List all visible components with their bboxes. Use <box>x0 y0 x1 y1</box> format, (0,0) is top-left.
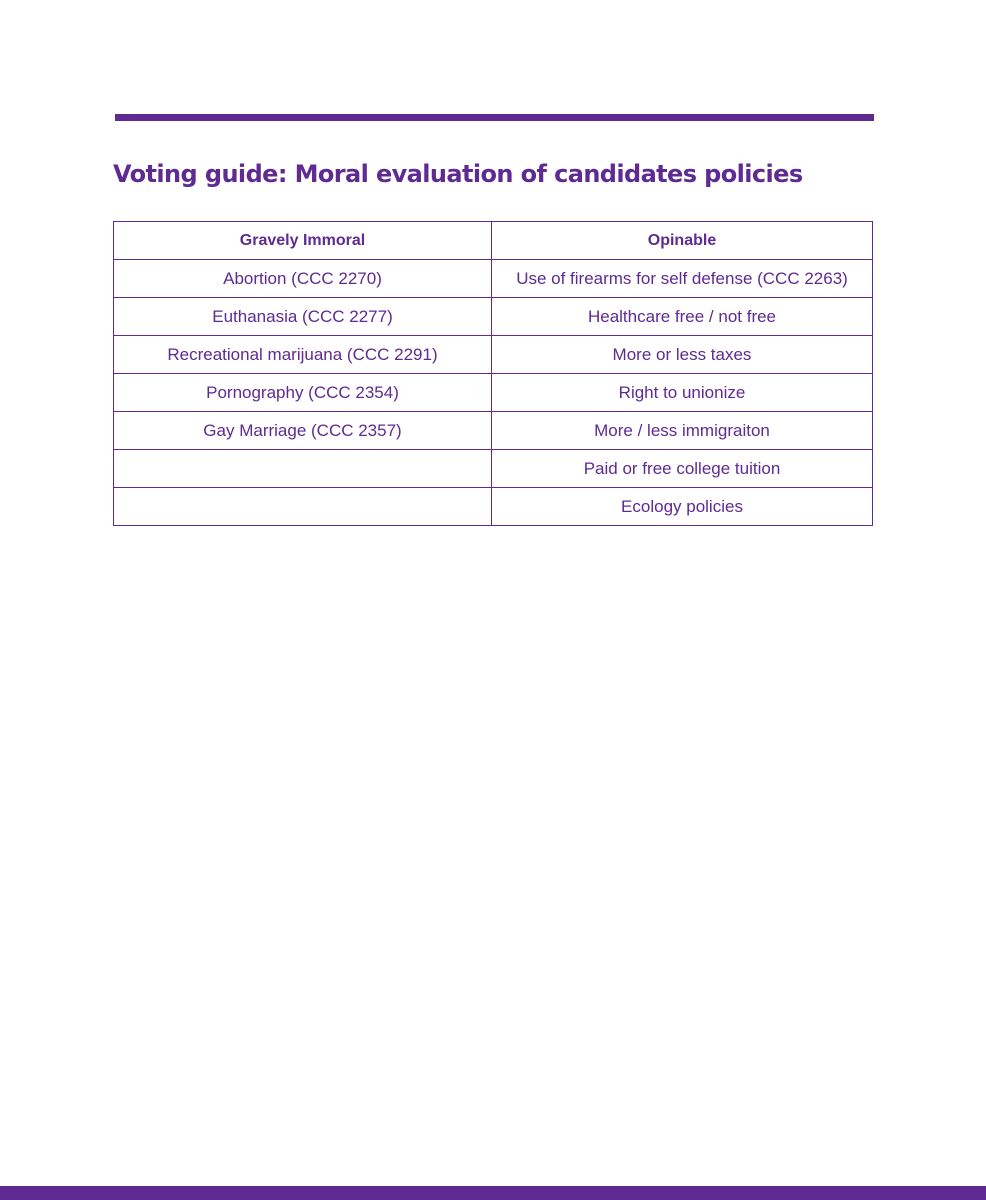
gravely-immoral-cell <box>114 450 492 488</box>
gravely-immoral-cell: Pornography (CCC 2354) <box>114 374 492 412</box>
table-row <box>114 260 873 298</box>
opinable-cell: Use of firearms for self defense (CCC 2263) <box>492 260 873 298</box>
gravely-immoral-cell: Euthanasia (CCC 2277) <box>114 298 492 336</box>
page-title: Voting guide: Moral evaluation of candidates policies <box>113 160 803 188</box>
gravely-immoral-cell: Abortion (CCC 2270) <box>114 260 492 298</box>
table-row <box>114 450 873 488</box>
column-header-opinable: Opinable <box>492 222 873 260</box>
gravely-immoral-cell: Recreational marijuana (CCC 2291) <box>114 336 492 374</box>
opinable-cell: Right to unionize <box>492 374 873 412</box>
table-row <box>114 374 873 412</box>
top-divider-rule <box>115 114 874 121</box>
bottom-footer-bar <box>0 1186 986 1200</box>
table-header-row <box>114 222 873 260</box>
opinable-cell: Healthcare free / not free <box>492 298 873 336</box>
opinable-cell: Ecology policies <box>492 488 873 526</box>
opinable-cell: More or less taxes <box>492 336 873 374</box>
table-row <box>114 336 873 374</box>
gravely-immoral-cell: Gay Marriage (CCC 2357) <box>114 412 492 450</box>
moral-evaluation-table <box>113 221 873 526</box>
gravely-immoral-cell <box>114 488 492 526</box>
column-header-gravely-immoral: Gravely Immoral <box>114 222 492 260</box>
table-row <box>114 412 873 450</box>
opinable-cell: More / less immigraiton <box>492 412 873 450</box>
table-row <box>114 488 873 526</box>
opinable-cell: Paid or free college tuition <box>492 450 873 488</box>
table-row <box>114 298 873 336</box>
